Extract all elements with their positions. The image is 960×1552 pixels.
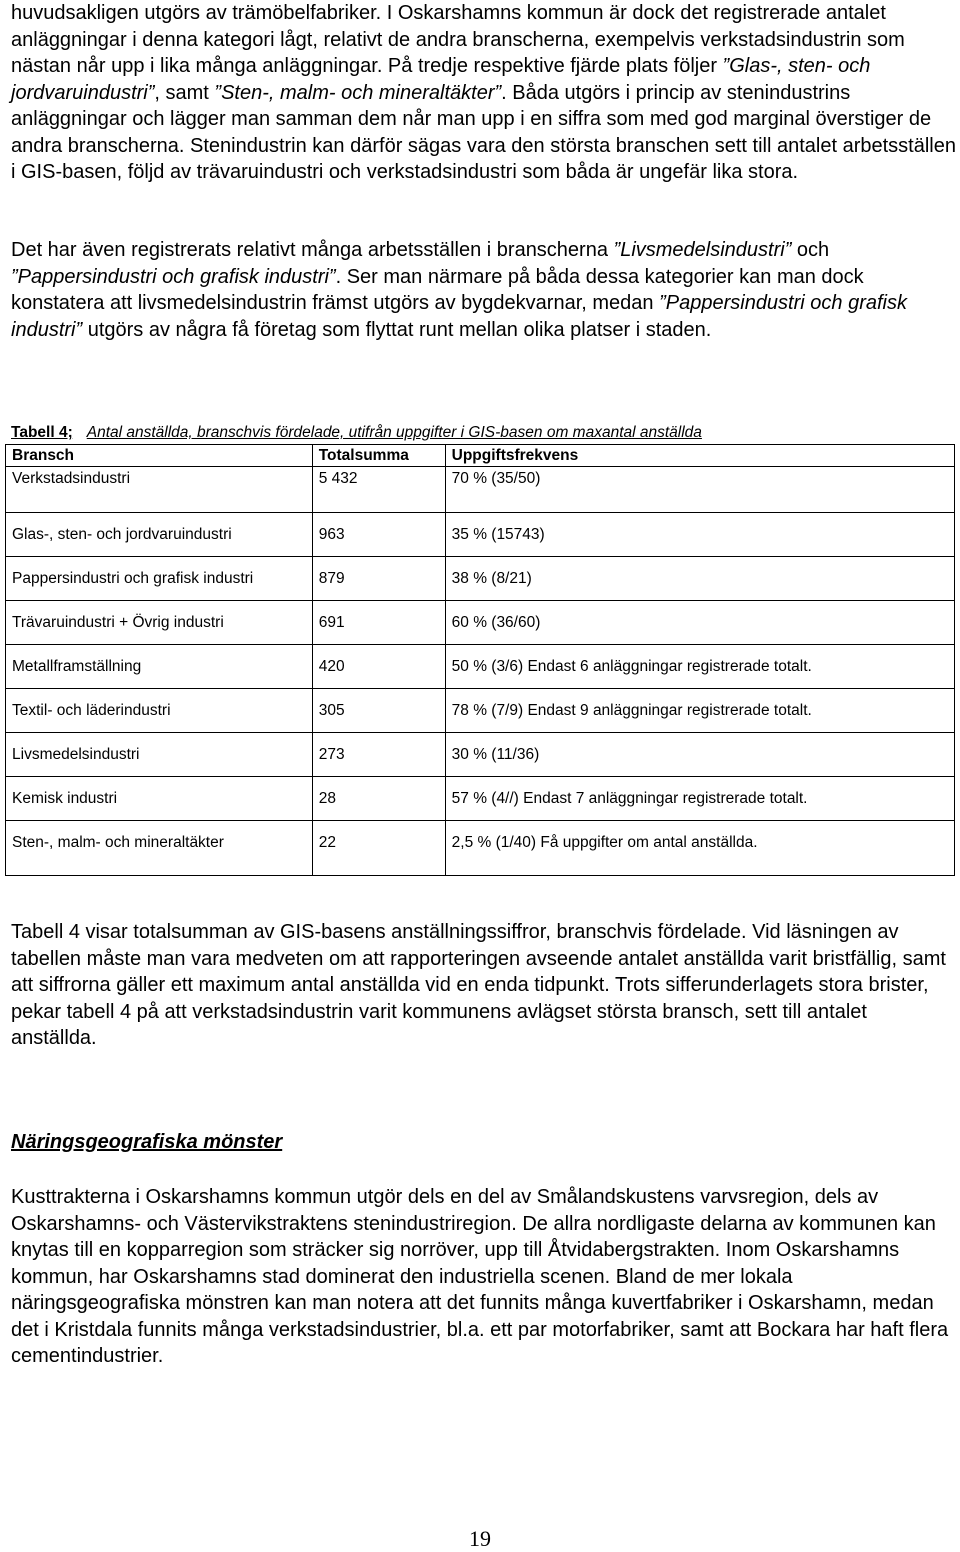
cell-uppgiftsfrekvens: 78 % (7/9) Endast 9 anläggningar registrerade totalt. <box>445 689 954 733</box>
text-run: huvudsakligen utgörs av trämöbelfabriker. I Oskarshamns kommun är dock det registrerade antalet anläggningar i denna kategori lågt, relativt de andra branscherna, exempelvis verkstadsindustrin som nästan når upp i lika många anläggningar. På tredje respektive fjärde plats följer <box>11 2 905 77</box>
cell-bransch: Textil- och läderindustri <box>6 689 313 733</box>
table-row <box>6 467 955 513</box>
paragraph-industry-ranking <box>11 0 956 186</box>
table-header-row <box>6 445 955 467</box>
table-row <box>6 513 955 557</box>
text-run: utgörs av några få företag som flyttat runt mellan olika platser i staden. <box>82 318 712 341</box>
cell-bransch: Glas-, sten- och jordvaruindustri <box>6 513 313 557</box>
cell-bransch: Trävaruindustri + Övrig industri <box>6 601 313 645</box>
italic-term: ”Sten-, malm- och mineraltäkter” <box>214 81 502 104</box>
cell-uppgiftsfrekvens: 70 % (35/50) <box>445 467 954 513</box>
table-row <box>6 733 955 777</box>
cell-bransch: Kemisk industri <box>6 777 313 821</box>
table-row <box>6 601 955 645</box>
cell-uppgiftsfrekvens: 2,5 % (1/40) Få uppgifter om antal anställda. <box>445 821 954 876</box>
cell-totalsumma: 963 <box>312 513 445 557</box>
text-run: , samt <box>154 81 215 104</box>
header-uppgiftsfrekvens: Uppgiftsfrekvens <box>445 445 954 467</box>
cell-bransch: Livsmedelsindustri <box>6 733 313 777</box>
cell-uppgiftsfrekvens: 50 % (3/6) Endast 6 anläggningar registrerade totalt. <box>445 645 954 689</box>
cell-totalsumma: 5 432 <box>312 467 445 513</box>
text-run: . Ser man närmare på båda dessa kategorier kan man dock konstatera att livsmedelsindustrin främst utgörs av bygdekvarnar, medan <box>11 265 864 314</box>
cell-bransch: Metallframställning <box>6 645 313 689</box>
italic-term: ”Pappersindustri och grafisk industri” <box>11 265 336 288</box>
text-run: och <box>791 239 830 261</box>
cell-bransch: Verkstadsindustri <box>6 467 313 513</box>
paragraph-food-paper <box>11 237 956 343</box>
cell-totalsumma: 420 <box>312 645 445 689</box>
paragraph-table-commentary: Tabell 4 visar totalsumman av GIS-basens anställningssiffror, branschvis fördelade. Vid läsningen av tabellen måste man vara medveten om att rapporteringen avseende antalet anställda varit bristfällig, samt att siffrorna gäller ett maximum antal anställda vid en enda tidpunkt. Trots sifferunderlagets stora brister, pekar tabell 4 på att verkstadsindustrin varit kommunens avlägset största bransch, sett till antalet anställda. <box>11 921 946 1049</box>
table-caption-label: Tabell 4; <box>11 424 73 441</box>
cell-totalsumma: 28 <box>312 777 445 821</box>
italic-term: ”Glas-, sten- och jordvaruindustri” <box>11 55 871 104</box>
header-bransch: Bransch <box>6 445 313 467</box>
page-number: 19 <box>469 1526 491 1551</box>
cell-totalsumma: 691 <box>312 601 445 645</box>
cell-uppgiftsfrekvens: 60 % (36/60) <box>445 601 954 645</box>
table-row <box>6 821 955 876</box>
text-run: . Båda utgörs i princip av stenindustrins anläggningar och lägger man samman dem når man upp i en siffra som med god marginal överstiger de andra branscherna. Stenindustrin kan därför sägas vara den största branschen sett till antalet arbetsställen i GIS-basen, följd av trävaruindustri och verkstadsindustri som båda är ungefär lika stora. <box>11 81 956 183</box>
table-caption <box>11 423 956 443</box>
cell-bransch: Sten-, malm- och mineraltäkter <box>6 821 313 876</box>
table-row <box>6 689 955 733</box>
employment-table <box>5 444 955 876</box>
cell-totalsumma: 305 <box>312 689 445 733</box>
header-totalsumma: Totalsumma <box>312 445 445 467</box>
table-caption-text: Antal anställda, branschvis fördelade, utifrån uppgifter i GIS-basen om maxantal anställda <box>86 424 702 441</box>
text-run: Det har även registrerats relativt många arbetsställen i branscherna <box>11 239 614 261</box>
paragraph-geography: Kusttrakterna i Oskarshamns kommun utgör dels en del av Smålandskustens varvsregion, dels av Oskarshamns- och Västervikstraktens stenindustriregion. De allra nordligaste delarna av kommunen kan knytas till en kopparregion som sträcker sig norröver, upp till Åtvidabergstrakten. Inom Oskarshamns kommun, har Oskarshamns stad dominerat den industriella scenen. Bland de mer lokala näringsgeografiska mönstren kan man notera att det funnits många kuvertfabriker i Oskarshamn, medan det i Kristdala funnits många verkstadsindustrier, bl.a. ett par motorfabriker, samt att Bockara har haft flera cementindustrier. <box>11 1186 949 1367</box>
cell-uppgiftsfrekvens: 57 % (4//) Endast 7 anläggningar registrerade totalt. <box>445 777 954 821</box>
table-row <box>6 557 955 601</box>
table-row <box>6 777 955 821</box>
cell-bransch: Pappersindustri och grafisk industri <box>6 557 313 601</box>
cell-uppgiftsfrekvens: 35 % (15743) <box>445 513 954 557</box>
cell-uppgiftsfrekvens: 38 % (8/21) <box>445 557 954 601</box>
table-row <box>6 645 955 689</box>
italic-term: ”Pappersindustri och grafisk industri” <box>11 292 907 341</box>
cell-uppgiftsfrekvens: 30 % (11/36) <box>445 733 954 777</box>
section-heading: Näringsgeografiska mönster <box>11 1131 283 1153</box>
cell-totalsumma: 22 <box>312 821 445 876</box>
cell-totalsumma: 879 <box>312 557 445 601</box>
cell-totalsumma: 273 <box>312 733 445 777</box>
italic-term: ”Livsmedelsindustri” <box>613 239 792 261</box>
